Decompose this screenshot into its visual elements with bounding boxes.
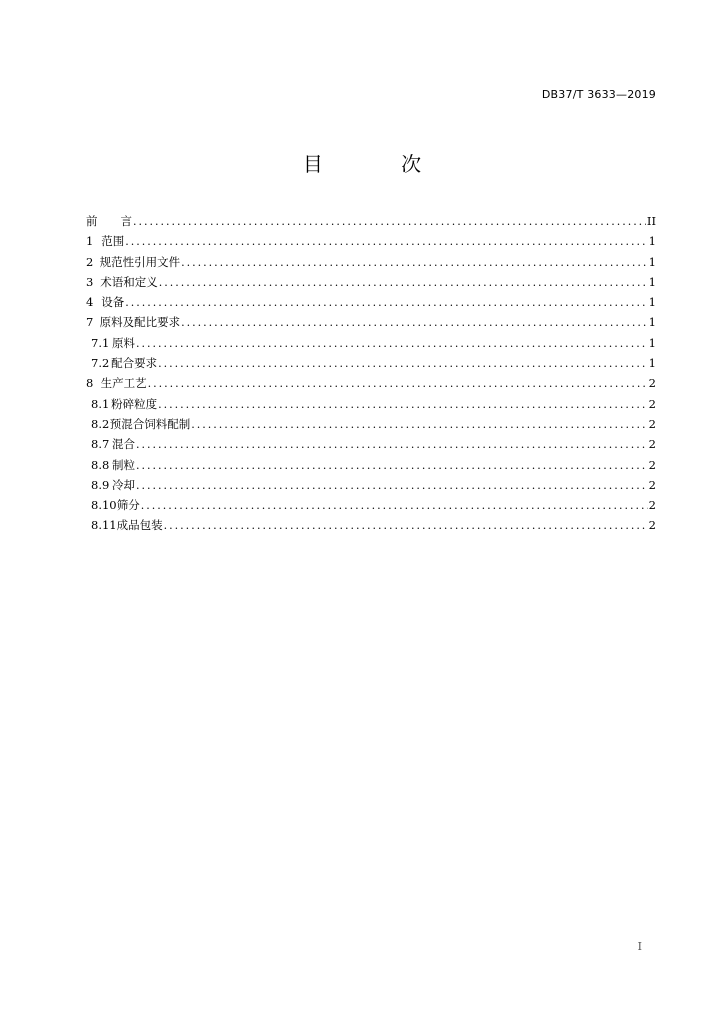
toc-entry-page: 1 (648, 356, 656, 371)
toc-leader-dots (141, 499, 648, 512)
toc-entry-page: 2 (648, 396, 656, 411)
toc-entry-number: 8.7 (91, 437, 110, 452)
toc-leader-dots (136, 438, 648, 451)
toc-entry-8-1[interactable] (86, 396, 656, 416)
toc-entry-8[interactable] (86, 375, 656, 395)
toc-entry-number: 3 (86, 274, 94, 289)
toc-entry-label: 术语和定义 (100, 274, 158, 289)
toc-entry-label: 范围 (101, 234, 125, 249)
toc-entry-page: 1 (648, 254, 656, 269)
toc-entry-label: 预混合饲料配制 (109, 416, 191, 431)
toc-entry-8-11[interactable] (86, 517, 656, 537)
toc-entry-page: 2 (648, 477, 656, 492)
toc-entry-label: 原料及配比要求 (99, 315, 181, 330)
toc-entry-7-2[interactable] (86, 355, 656, 375)
toc-entry-number: 8.10 (91, 498, 117, 513)
toc-entry-label: 原料 (112, 335, 136, 350)
toc-entry-page: 2 (648, 457, 656, 472)
toc-entry-label: 成品包装 (116, 518, 163, 533)
toc-entry-8-7[interactable] (86, 436, 656, 456)
toc-entry-number: 8 (86, 376, 94, 391)
toc-entry-number: 8.1 (91, 396, 110, 411)
toc-leader-dots (164, 519, 648, 532)
toc-leader-dots (136, 479, 648, 492)
toc-entry-label: 混合 (112, 437, 136, 452)
toc-entry-number: 4 (86, 295, 94, 310)
toc-entry-4[interactable] (86, 294, 656, 314)
toc-entry-label: 规范性引用文件 (99, 254, 181, 269)
toc-entry-page: 1 (648, 315, 656, 330)
toc-entry-page: 2 (648, 416, 656, 431)
toc-entry-page: 2 (648, 437, 656, 452)
toc-entry-1[interactable] (86, 233, 656, 253)
toc-entry-3[interactable] (86, 274, 656, 294)
toc-entry-page: II (646, 214, 656, 228)
page-number: I (637, 940, 642, 953)
toc-leader-dots (125, 235, 647, 248)
table-of-contents (86, 213, 656, 538)
toc-entry-label: 粉碎粒度 (111, 396, 158, 411)
toc-entry-label: 配合要求 (111, 356, 158, 371)
toc-leader-dots (125, 296, 647, 309)
toc-entry-page: 2 (648, 498, 656, 513)
toc-leader-dots (191, 418, 647, 431)
toc-entry-page: 1 (648, 234, 656, 249)
toc-entry-label: 筛分 (116, 498, 140, 513)
toc-entry-number: 7.2 (91, 356, 110, 371)
toc-entry-page: 1 (648, 274, 656, 289)
toc-leader-dots (158, 357, 648, 370)
toc-entry-number: 8.11 (91, 518, 117, 533)
toc-entry-number: 1 (86, 234, 94, 249)
toc-entry-number: 8.9 (91, 477, 110, 492)
toc-entry-8-9[interactable] (86, 477, 656, 497)
toc-entry-page: 2 (648, 376, 656, 391)
toc-entry-number: 8.8 (91, 457, 110, 472)
document-code: DB37/T 3633—2019 (541, 88, 656, 101)
toc-entry-page: 2 (648, 518, 656, 533)
toc-entry-number: 2 (86, 254, 94, 269)
toc-leader-dots (181, 256, 648, 269)
toc-entry-page: 1 (648, 295, 656, 310)
toc-entry-8-2[interactable] (86, 416, 656, 436)
toc-entry-page: 1 (648, 335, 656, 350)
toc-entry-2[interactable] (86, 254, 656, 274)
toc-entry-number: 7 (86, 315, 94, 330)
toc-entry-label: 生产工艺 (100, 376, 147, 391)
toc-entry-label: 制粒 (112, 457, 136, 472)
toc-entry-label: 冷却 (112, 477, 136, 492)
page-title: 目 次 (302, 152, 458, 176)
toc-entry-label: 设备 (101, 295, 125, 310)
toc-entry-7-1[interactable] (86, 335, 656, 355)
toc-entry-label: 前 言 (86, 214, 132, 228)
toc-entry-8-10[interactable] (86, 497, 656, 517)
toc-leader-dots (158, 398, 648, 411)
toc-leader-dots (136, 459, 648, 472)
toc-entry-foreword[interactable] (86, 213, 656, 233)
toc-entry-number: 7.1 (91, 335, 110, 350)
toc-entry-7[interactable] (86, 314, 656, 334)
toc-leader-dots (133, 215, 646, 228)
toc-leader-dots (136, 337, 648, 350)
toc-entry-8-8[interactable] (86, 457, 656, 477)
toc-entry-number: 8.2 (91, 416, 110, 431)
toc-leader-dots (181, 316, 648, 329)
toc-leader-dots (159, 276, 648, 289)
toc-leader-dots (148, 377, 648, 390)
